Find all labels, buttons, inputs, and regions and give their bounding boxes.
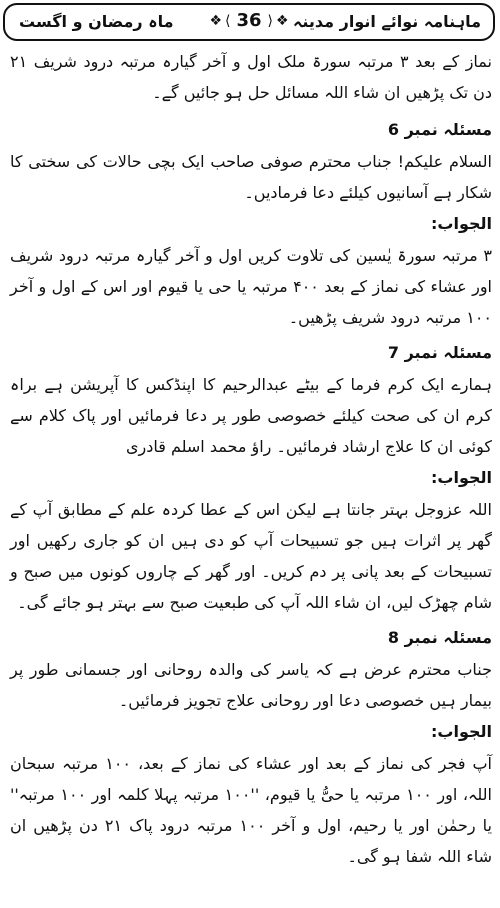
page-number-block (209, 10, 288, 31)
answer-label: الجواب: (430, 468, 492, 487)
question-text: جناب محترم عرض ہے کہ یاسر کی والدہ روحانی اور جسمانی طور پر بیمار ہیں خصوصی دعا اور روحانی علاج تجویز فرمائیں۔ (10, 660, 492, 710)
ornament-icon: ⟩ (267, 12, 273, 29)
magazine-title: ماہنامہ نوائے انوار مدینہ (292, 12, 481, 31)
question-text: السلام علیکم! جناب محترم صوفی صاحب ایک بچی حالات کی سختی کا شکار ہے آسانیوں کیلئے دعا فرمادیں۔ (10, 152, 492, 202)
answer-text: اللہ عزوجل بہتر جانتا ہے لیکن اس کے عطا کردہ علم کے مطابق آپ کے گھر پر اثرات ہیں جو تسبیحات آپ کو دی ہیں ان کو جاری رکھیں اور تسبیحات کے بعد پانی پر دم کریں۔ اور گھر کے چاروں کونوں میں صبح و شام چھڑک لیں، ان شاء اللہ آپ کی طبعیت صبح سے بہتر ہو جائے گی۔ (10, 500, 492, 612)
question-text: ہمارے ایک کرم فرما کے بیٹے عبدالرحیم کا اپنڈکس کا آپریشن ہے براہ کرم ان کی صحت کیلئے خصوصی طور پر دعا فرمائیں اور پاک کلام سے کوئی ان کا علاج ارشاد فرمائیں۔ راؤ محمد اسلم قادری (10, 375, 492, 456)
article-body (10, 46, 492, 872)
question-heading: مسئلہ نمبر 8 (387, 628, 492, 647)
question-heading: مسئلہ نمبر 7 (387, 343, 492, 362)
answer-text: ۳ مرتبہ سورۃ یٰسین کی تلاوت کریں اول و آخر گیارہ مرتبہ درود شریف اور عشاء کی نماز کے بعد ۴۰۰ مرتبہ یا حی یا قیوم اور اس کے اول و آخر ۱۰۰ مرتبہ درود شریف پڑھیں۔ (10, 246, 492, 327)
question-heading: مسئلہ نمبر 6 (387, 120, 492, 139)
answer-label: الجواب: (430, 214, 492, 233)
page-header (3, 3, 495, 41)
ornament-icon: ❖ (276, 12, 289, 29)
page-number: 36 (236, 10, 262, 31)
ornament-icon: ⟨ (225, 12, 231, 29)
answer-label: الجواب: (430, 722, 492, 741)
paragraph: نماز کے بعد ۳ مرتبہ سورۃ ملک اول و آخر گیارہ مرتبہ درود شریف ۲۱ دن تک پڑھیں ان شاء اللہ مسائل حل ہو جائیں گے۔ (10, 52, 493, 102)
ornament-icon: ❖ (209, 12, 222, 29)
answer-text: آپ فجر کی نماز کے بعد اور عشاء کی نماز کے بعد، ۱۰۰ مرتبہ سبحان اللہ، اور ۱۰۰ مرتبہ یا حیُّ یا قیوم، ''۱۰۰ مرتبہ پہلا کلمہ اور ۱۰۰ مرتبہ'' یا رحمٰن اور یا رحیم، اول و آخر ۱۰۰ مرتبہ درود پاک ۲۱ دن پڑھیں ان شاء اللہ شفا ہو گی۔ (10, 754, 493, 866)
issue-title: ماہ رمضان و اگست (19, 12, 174, 31)
